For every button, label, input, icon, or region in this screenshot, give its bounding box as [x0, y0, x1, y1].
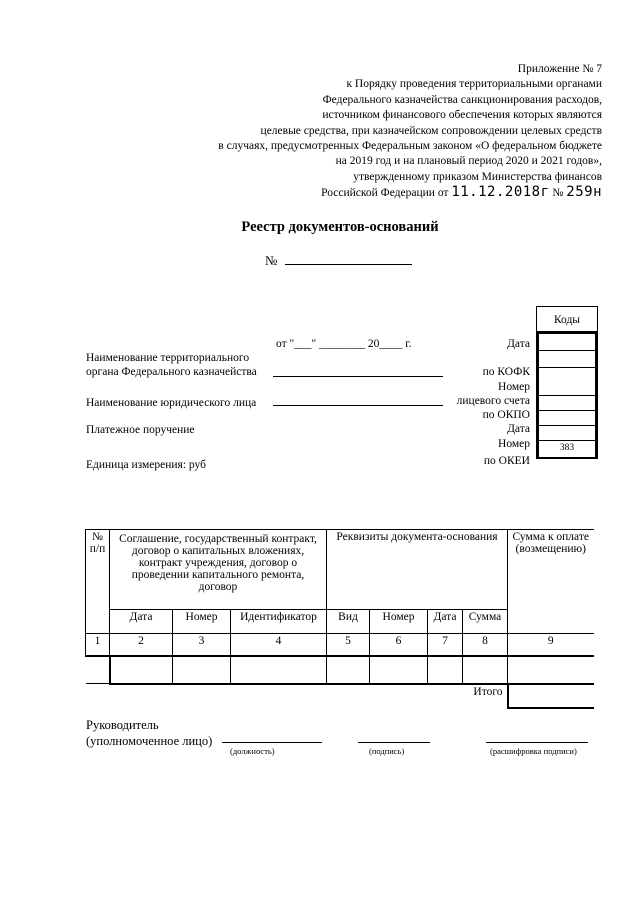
- code-label-okpo: по ОКПО: [482, 409, 530, 421]
- registry-date-line: от "___" ________ 20____ г.: [276, 338, 412, 350]
- code-pp-date-cell[interactable]: [538, 411, 596, 426]
- order-num-sign: №: [552, 187, 564, 200]
- data-cell[interactable]: [86, 656, 110, 684]
- territorial-label-line1: Наименование территориального: [86, 352, 250, 364]
- sign-caption: (подпись): [369, 746, 405, 756]
- data-cell[interactable]: [173, 656, 231, 684]
- territorial-label-line2: органа Федерального казначейства: [86, 366, 257, 378]
- th-doc-number: Номер: [370, 610, 428, 634]
- col-number: 5: [327, 634, 370, 656]
- order-date: 11.12.2018г: [451, 184, 550, 201]
- th-date: Дата: [110, 610, 173, 634]
- appendix-last-line: [182, 185, 602, 201]
- th-doc-date: Дата: [428, 610, 463, 634]
- col-number: 1: [86, 634, 110, 656]
- col-number: 6: [370, 634, 428, 656]
- th-identifier: Идентификатор: [231, 610, 327, 634]
- code-okpo-cell[interactable]: [538, 396, 596, 411]
- table-row: [86, 656, 594, 684]
- code-label-date: Дата: [507, 338, 530, 350]
- registry-number-label: №: [265, 253, 278, 268]
- order-number: 259н: [566, 184, 602, 201]
- th-details: Реквизиты документа-основания: [327, 530, 508, 610]
- codes-header: Коды: [536, 306, 598, 332]
- legal-entity-field[interactable]: [273, 405, 443, 406]
- territorial-field[interactable]: [273, 376, 443, 377]
- code-label-kofk: по КОФК: [482, 366, 530, 378]
- position-field[interactable]: [222, 742, 322, 743]
- registry-table: [85, 529, 594, 709]
- data-cell[interactable]: [508, 656, 594, 684]
- total-label: Итого: [473, 685, 503, 698]
- appendix-prefix: Российской Федерации от: [321, 187, 449, 200]
- data-cell[interactable]: [428, 656, 463, 684]
- decode-field[interactable]: [486, 742, 588, 743]
- code-label-okei: по ОКЕИ: [483, 455, 530, 467]
- codes-cells: [536, 332, 598, 459]
- th-agreement: Соглашение, государственный контракт, договор о капитальных вложениях, контракт учреждения, договор о проведении капитального ремонта, договор: [110, 530, 327, 610]
- appendix-line: Федерального казначейства санкционирования расходов,: [322, 93, 602, 106]
- sign-field[interactable]: [358, 742, 430, 743]
- data-cell[interactable]: [110, 656, 173, 684]
- data-cell[interactable]: [463, 656, 508, 684]
- document-title: Реестр документов-оснований: [241, 219, 439, 235]
- appendix-header: [182, 62, 602, 202]
- signature-label: [86, 717, 212, 749]
- appendix-line: к Порядку проведения территориальными органами: [346, 78, 602, 91]
- code-label-account: лицевого счета: [456, 395, 530, 407]
- col-number: 4: [231, 634, 327, 656]
- data-cell[interactable]: [231, 656, 327, 684]
- th-number: Номер: [173, 610, 231, 634]
- col-number: 2: [110, 634, 173, 656]
- data-cell[interactable]: [370, 656, 428, 684]
- th-num: № п/п: [86, 530, 110, 634]
- code-kofk-cell[interactable]: [538, 351, 596, 368]
- code-okei-cell: 383: [538, 441, 596, 457]
- codes-box: [536, 306, 598, 459]
- appendix-line: источником финансового обеспечения которых являются: [322, 109, 602, 122]
- territorial-label: [86, 351, 257, 379]
- th-kind: Вид: [327, 610, 370, 634]
- position-caption: (должность): [230, 746, 275, 756]
- code-pp-number-cell[interactable]: [538, 426, 596, 441]
- code-date-cell[interactable]: [538, 334, 596, 351]
- payment-order-label: Платежное поручение: [86, 424, 195, 436]
- code-label-number2: Номер: [498, 438, 530, 450]
- code-account-cell[interactable]: [538, 368, 596, 396]
- th-doc-sum: Сумма: [463, 610, 508, 634]
- legal-entity-label: Наименование юридического лица: [86, 397, 257, 409]
- decode-caption: (расшифровка подписи): [490, 746, 577, 756]
- appendix-line: в случаях, предусмотренных Федеральным законом «О федеральном бюджете: [218, 140, 602, 153]
- appendix-line: на 2019 год и на плановый период 2020 и 2021 годов»,: [335, 155, 602, 168]
- col-number: 3: [173, 634, 231, 656]
- data-cell[interactable]: [327, 656, 370, 684]
- code-label-number: Номер: [498, 381, 530, 393]
- col-number: 9: [508, 634, 594, 656]
- appendix-line: утвержденному приказом Министерства финансов: [353, 170, 602, 183]
- col-number: 7: [428, 634, 463, 656]
- signature-line2: (уполномоченное лицо): [86, 734, 213, 748]
- appendix-line: Приложение № 7: [517, 63, 602, 75]
- total-cell[interactable]: [508, 684, 594, 708]
- col-number: 8: [463, 634, 508, 656]
- unit-label: Единица измерения: руб: [86, 459, 206, 471]
- signature-line1: Руководитель: [86, 718, 159, 732]
- th-sum: Сумма к оплате (возмещению): [508, 530, 594, 634]
- registry-number-field[interactable]: [285, 264, 412, 265]
- appendix-line: целевые средства, при казначейском сопровождении целевых средств: [260, 124, 602, 137]
- code-label-date2: Дата: [507, 423, 530, 435]
